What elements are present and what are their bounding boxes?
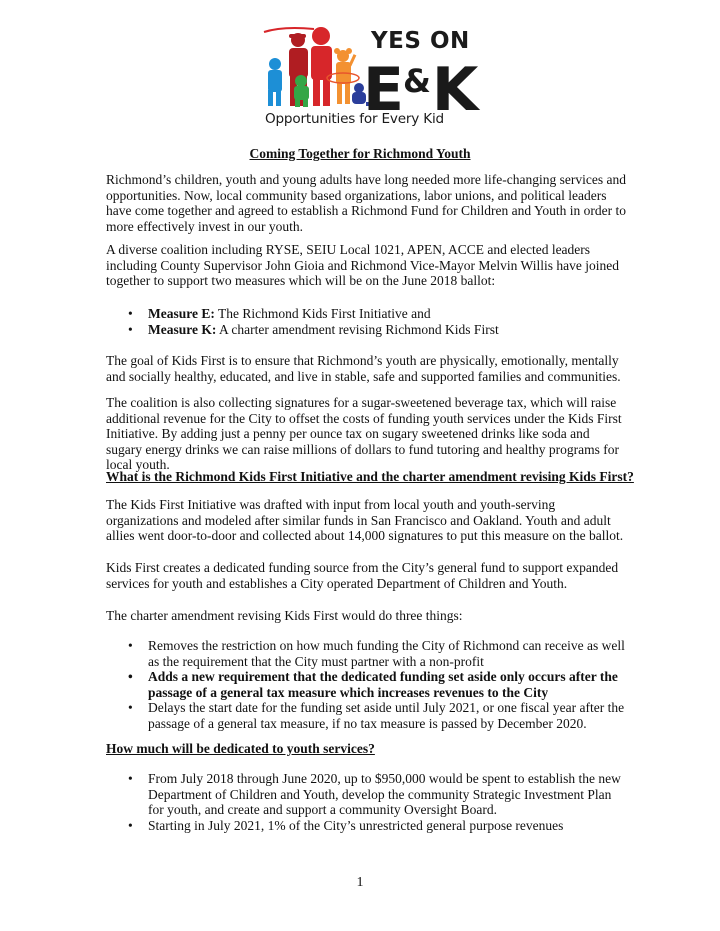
list-item bbox=[106, 771, 626, 818]
measure-text: The Richmond Kids First Initiative and bbox=[214, 306, 431, 321]
bullet-icon: • bbox=[128, 700, 133, 716]
logo-yes-on: YES ON bbox=[371, 28, 470, 54]
measure-label: Measure K: bbox=[148, 321, 217, 337]
paragraph: The charter amendment revising Kids First would do three things: bbox=[106, 608, 463, 623]
page-number: 1 bbox=[356, 875, 364, 890]
paragraph: The Kids First Initiative was drafted with input from local youth and youth-serving organizations and modeled after similar funds in San Francisco and Oakland. Youth and adult allies went door-to-door and collected about 14,000 signatures to put this measure on the ballot. bbox=[106, 497, 624, 544]
paragraph: A diverse coalition including RYSE, SEIU Local 1021, APEN, ACCE and elected leaders including County Supervisor John Gioia and Richmond Vice-Mayor Melvin Willis have joined together to support two measures which will be on the June 2018 ballot: bbox=[106, 242, 619, 289]
list-item-text: Removes the restriction on how much funding the City of Richmond can receive as well as the requirement that the City must partner with a non-profit bbox=[148, 638, 625, 669]
bullet-icon: • bbox=[128, 771, 133, 786]
list-item bbox=[106, 322, 626, 338]
section-heading-funding: How much will be dedicated to youth services? bbox=[106, 741, 375, 756]
paragraph: The coalition is also collecting signatures for a sugar-sweetened beverage tax, which will raise additional revenue for the City to offset the costs of funding youth services under the Kids First Initiative. By adding just a penny per ounce tax on sugary sweetened drinks like soda and sugary energy drinks we can raise millions of dollars to fund tutoring and healthy programs for local youth. bbox=[106, 395, 622, 473]
logo-ampersand: & bbox=[403, 62, 431, 100]
list-item bbox=[106, 638, 626, 669]
beverage-tax-paragraph bbox=[106, 395, 626, 473]
bullet-icon: • bbox=[128, 669, 133, 685]
measures-list bbox=[106, 306, 626, 337]
list-item bbox=[106, 306, 626, 322]
list-item-text: Adds a new requirement that the dedicated funding set aside only occurs after the passage of a general tax measure which increases revenues to the City bbox=[148, 669, 618, 700]
bullet-icon: • bbox=[128, 817, 133, 833]
funding-items-list bbox=[106, 771, 626, 833]
charter-items-list bbox=[106, 638, 626, 732]
list-item-text: Starting in July 2021, 1% of the City’s unrestricted general purpose revenues bbox=[148, 817, 564, 833]
list-item-text: Delays the start date for the funding set aside until July 2021, or one fiscal year after the passage of a general tax measure, if no tax measure is passed by December 2020. bbox=[148, 700, 625, 731]
coalition-paragraph bbox=[106, 242, 626, 289]
initiative-paragraph bbox=[106, 497, 626, 544]
paragraph: The goal of Kids First is to ensure that Richmond’s youth are physically, emotionally, mentally and socially healthy, educated, and live in stable, safe and supported families and communities. bbox=[106, 353, 621, 384]
paragraph: Kids First creates a dedicated funding source from the City’s general fund to support expanded services for youth and establishes a City operated Department of Children and Youth. bbox=[106, 560, 619, 591]
section-heading-initiative: What is the Richmond Kids First Initiative and the charter amendment revising Kids First? bbox=[106, 469, 634, 484]
bullet-icon: • bbox=[128, 306, 133, 321]
goal-paragraph bbox=[106, 353, 626, 384]
logo-letter-e: E bbox=[363, 55, 402, 125]
intro-paragraph bbox=[106, 172, 626, 234]
funding-source-paragraph bbox=[106, 560, 626, 591]
red-swoosh-icon bbox=[263, 26, 315, 34]
logo-tagline: Opportunities for Every Kid bbox=[265, 111, 444, 127]
logo-letter-k: K bbox=[431, 55, 477, 125]
list-item bbox=[106, 700, 626, 731]
charter-intro-paragraph bbox=[106, 608, 626, 624]
document-title: Coming Together for Richmond Youth bbox=[249, 146, 471, 161]
measure-label: Measure E: bbox=[148, 306, 215, 321]
campaign-logo bbox=[263, 26, 478, 136]
measure-text: A charter amendment revising Richmond Kids First bbox=[216, 321, 499, 337]
list-item-text: From July 2018 through June 2020, up to $950,000 would be spent to establish the new Department of Children and Youth, develop the community Strategic Investment Plan for youth, and create and support a community Oversight Board. bbox=[148, 771, 621, 818]
list-item bbox=[106, 669, 626, 700]
bullet-icon: • bbox=[128, 321, 133, 337]
kids-silhouettes-icon bbox=[263, 26, 371, 112]
paragraph: Richmond’s children, youth and young adults have long needed more life-changing services and opportunities. Now, local community based organizations, labor unions, and political leaders have come together and agreed to establish a Richmond Fund for Children and Youth in order to more effectively invest in our youth. bbox=[106, 172, 627, 234]
bullet-icon: • bbox=[128, 638, 133, 653]
list-item bbox=[106, 818, 626, 834]
